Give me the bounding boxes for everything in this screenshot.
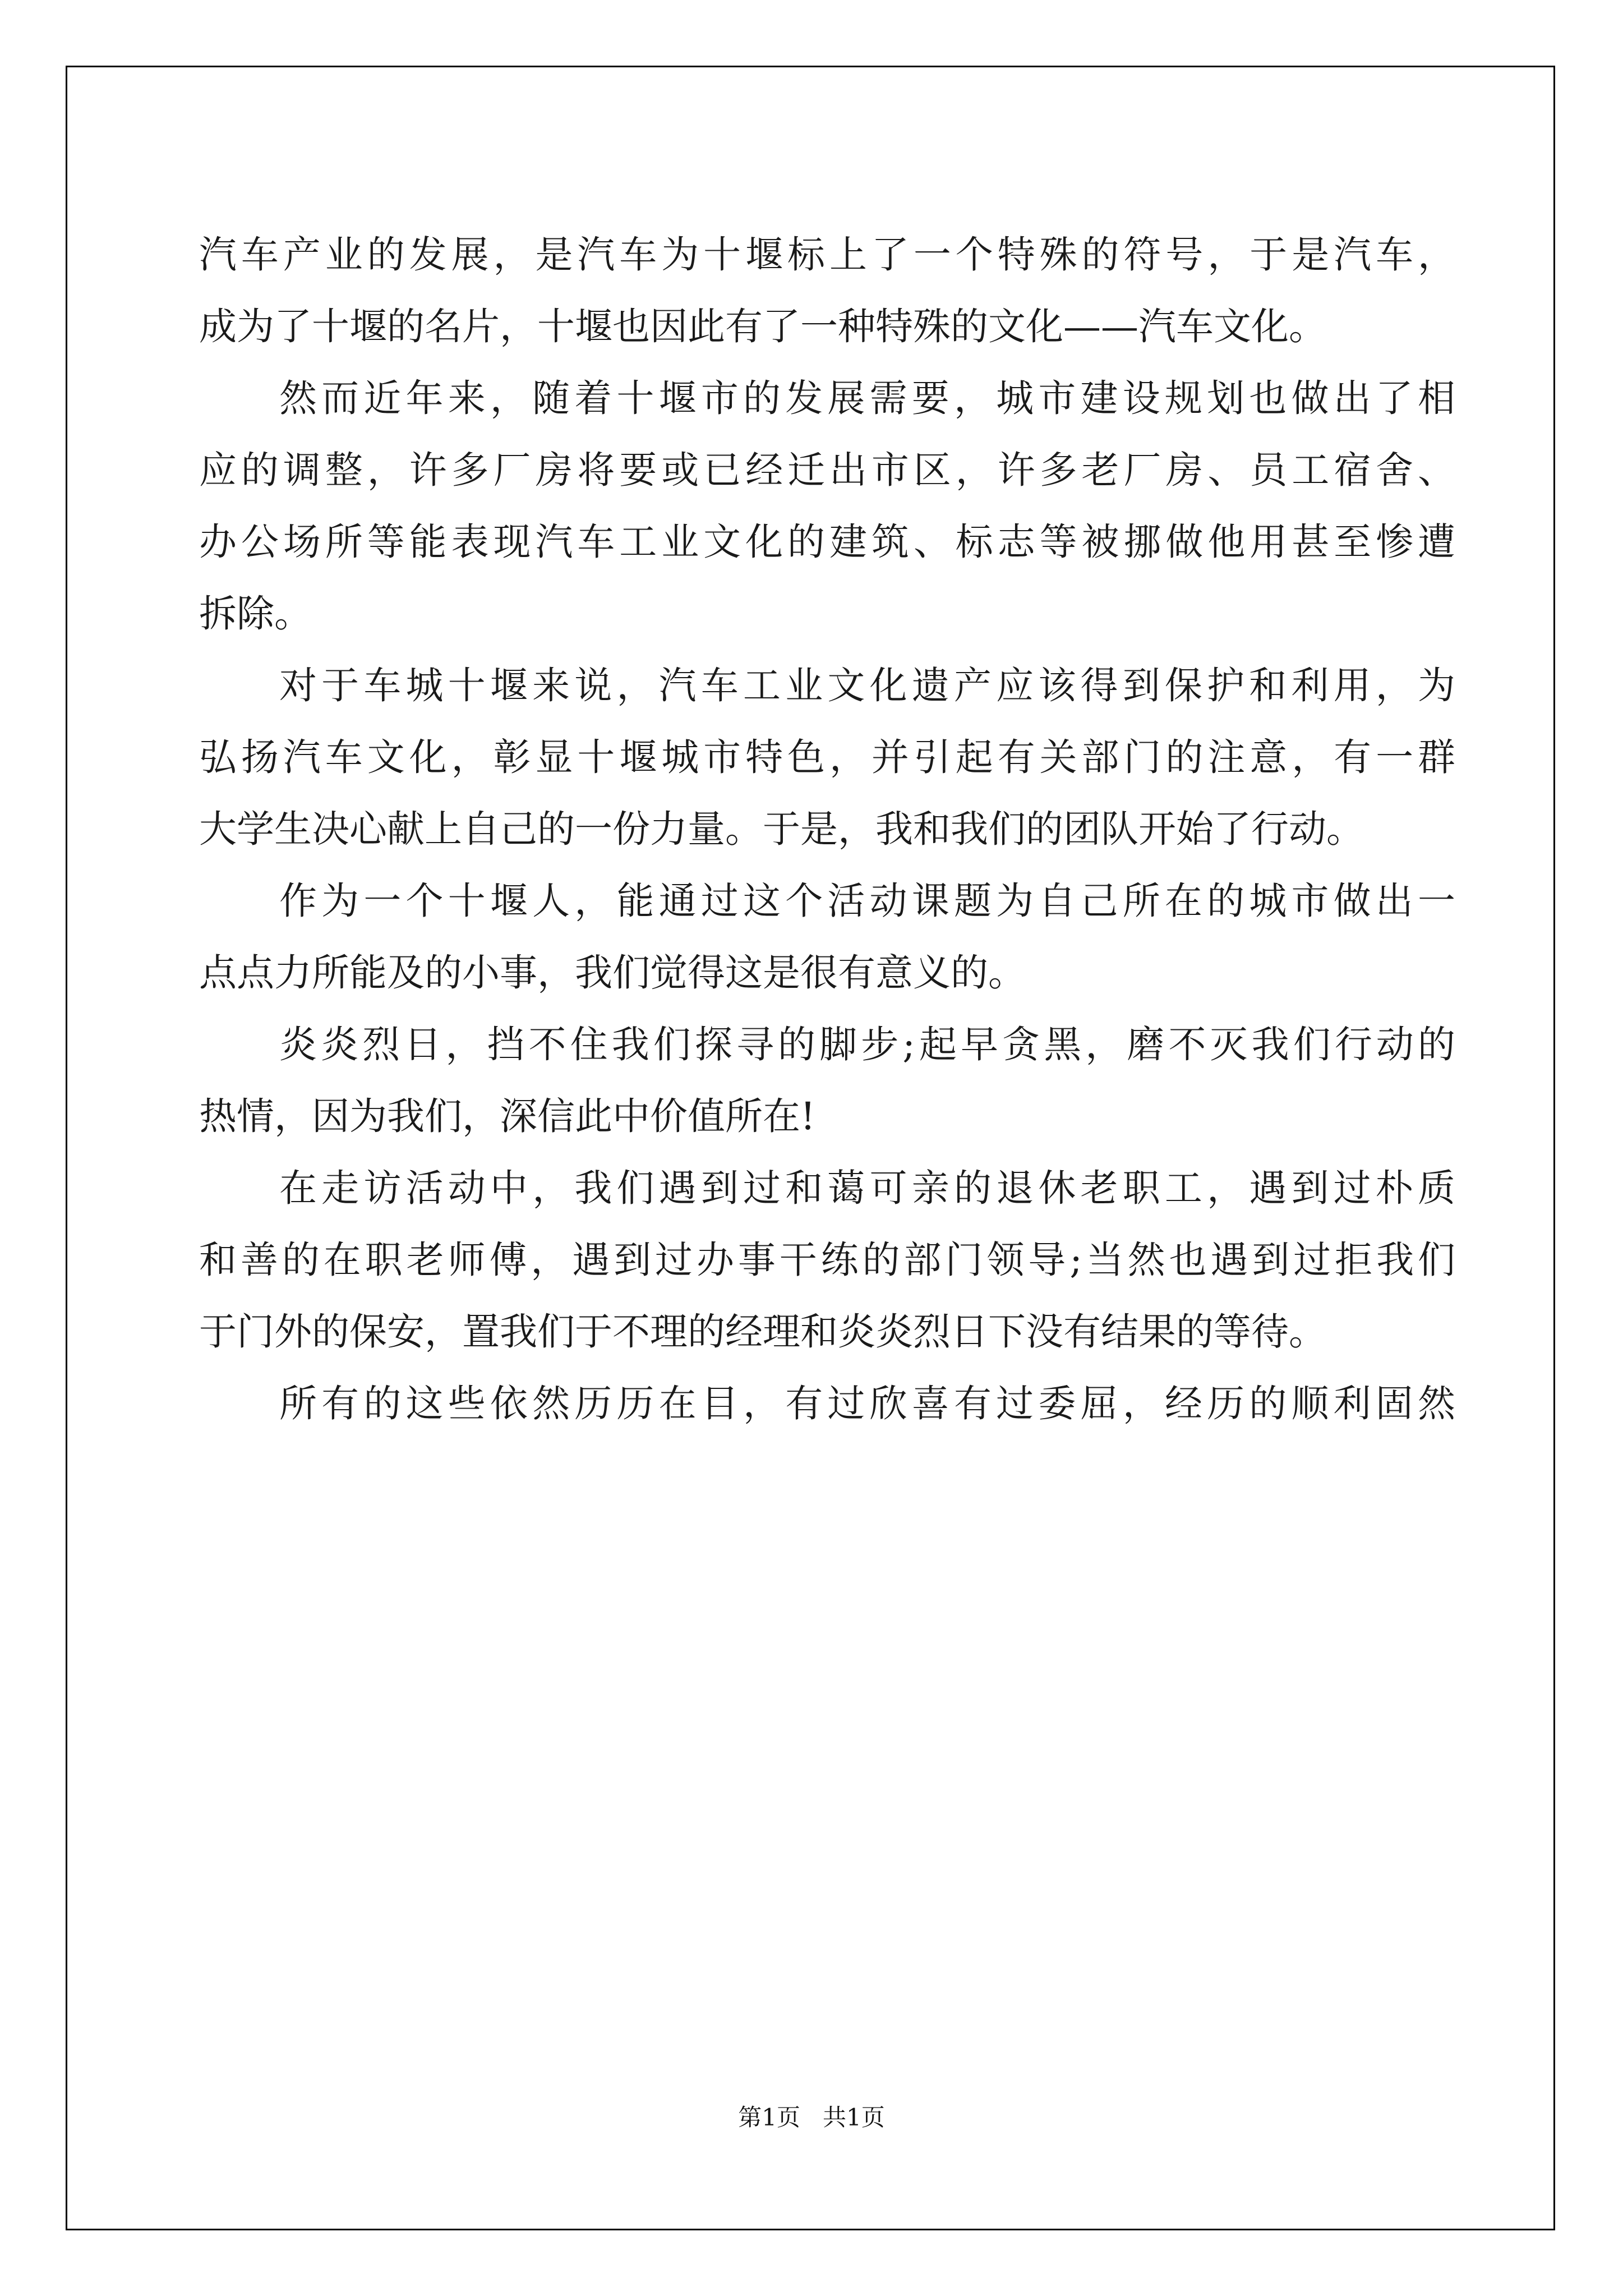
document-body	[199, 219, 1455, 1439]
text-line: 点点力所能及的小事，我们觉得这是很有意义的。	[199, 951, 1026, 995]
page-number: 第1页 共1页	[738, 2104, 885, 2131]
text-line: 成为了十堰的名片，十堰也因此有了一种特殊的文化——汽车文化。	[199, 305, 1326, 348]
text-line: 应的调整，许多厂房将要或已经迁出市区，许多老厂房、员工宿舍、	[199, 448, 1455, 492]
text-line: 汽车产业的发展，是汽车为十堰标上了一个特殊的符号，于是汽车，	[199, 233, 1455, 277]
text-line: 于门外的保安，置我们于不理的经理和炎炎烈日下没有结果的等待。	[199, 1310, 1326, 1354]
text-line: 对于车城十堰来说，汽车工业文化遗产应该得到保护和利用，为	[279, 664, 1455, 707]
text-line: 然而近年来，随着十堰市的发展需要，城市建设规划也做出了相	[279, 376, 1455, 420]
text-line: 办公场所等能表现汽车工业文化的建筑、标志等被挪做他用甚至惨遭	[199, 520, 1455, 564]
text-line: 热情，因为我们，深信此中价值所在!	[199, 1094, 815, 1138]
text-line: 在走访活动中，我们遇到过和蔼可亲的退休老职工，遇到过朴质	[279, 1166, 1455, 1210]
text-line: 所有的这些依然历历在目，有过欣喜有过委屈，经历的顺利固然	[279, 1382, 1455, 1425]
text-line: 炎炎烈日，挡不住我们探寻的脚步;起早贪黑，磨不灭我们行动的	[279, 1023, 1455, 1066]
text-line: 作为一个十堰人，能通过这个活动课题为自己所在的城市做出一	[279, 879, 1455, 923]
text-line: 弘扬汽车文化，彰显十堰城市特色，并引起有关部门的注意，有一群	[199, 735, 1455, 779]
text-line: 大学生决心献上自己的一份力量。于是，我和我们的团队开始了行动。	[199, 807, 1364, 851]
text-line: 和善的在职老师傅，遇到过办事干练的部门领导;当然也遇到过拒我们	[199, 1238, 1455, 1282]
text-line: 拆除。	[199, 592, 312, 636]
